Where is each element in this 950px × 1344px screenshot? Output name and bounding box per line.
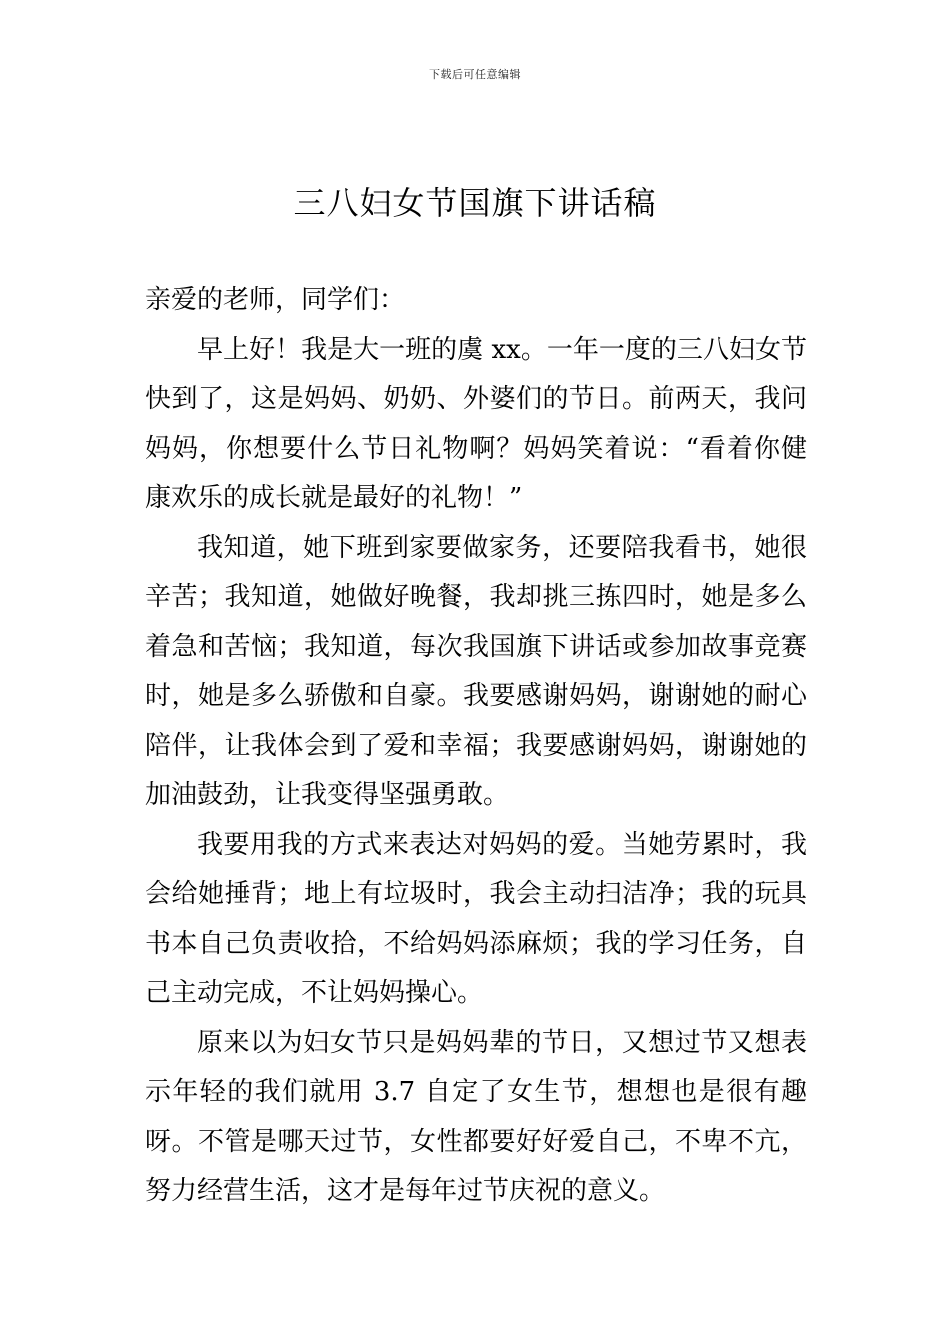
- paragraph: 原来以为妇女节只是妈妈辈的节日，又想过节又想表示年轻的我们就用 3.7 自定了女生节，想想也是很有趣呀。不管是哪天过节，女性都要好好爱自己，不卑不亢，努力经营生活，这才是每年过节庆祝的意义。: [145, 1027, 807, 1206]
- paragraph: 我要用我的方式来表达对妈妈的爱。当她劳累时，我会给她捶背；地上有垃圾时，我会主动扫洁净；我的玩具书本自己负责收拾，不给妈妈添麻烦；我的学习任务，自己主动完成，不让妈妈操心。: [145, 829, 807, 1008]
- salutation: 亲爱的老师，同学们：: [145, 285, 406, 315]
- paragraph: 我知道，她下班到家要做家务，还要陪我看书，她很辛苦；我知道，她做好晚餐，我却挑三拣四时，她是多么着急和苦恼；我知道，每次我国旗下讲话或参加故事竞赛时，她是多么骄傲和自豪。我要感谢妈妈，谢谢她的耐心陪伴，让我体会到了爱和幸福；我要感谢妈妈，谢谢她的加油鼓劲，让我变得坚强勇敢。: [145, 532, 807, 810]
- header-note: 下载后可任意编辑: [429, 68, 521, 81]
- document-body: [145, 276, 807, 1217]
- document-title: 三八妇女节国旗下讲话稿: [293, 184, 657, 222]
- paragraph: 早上好！我是大一班的虞 xx。一年一度的三八妇女节快到了，这是妈妈、奶奶、外婆们的节日。前两天，我问妈妈，你想要什么节日礼物啊？妈妈笑着说：“看着你健康欢乐的成长就是最好的礼物！”: [145, 334, 807, 513]
